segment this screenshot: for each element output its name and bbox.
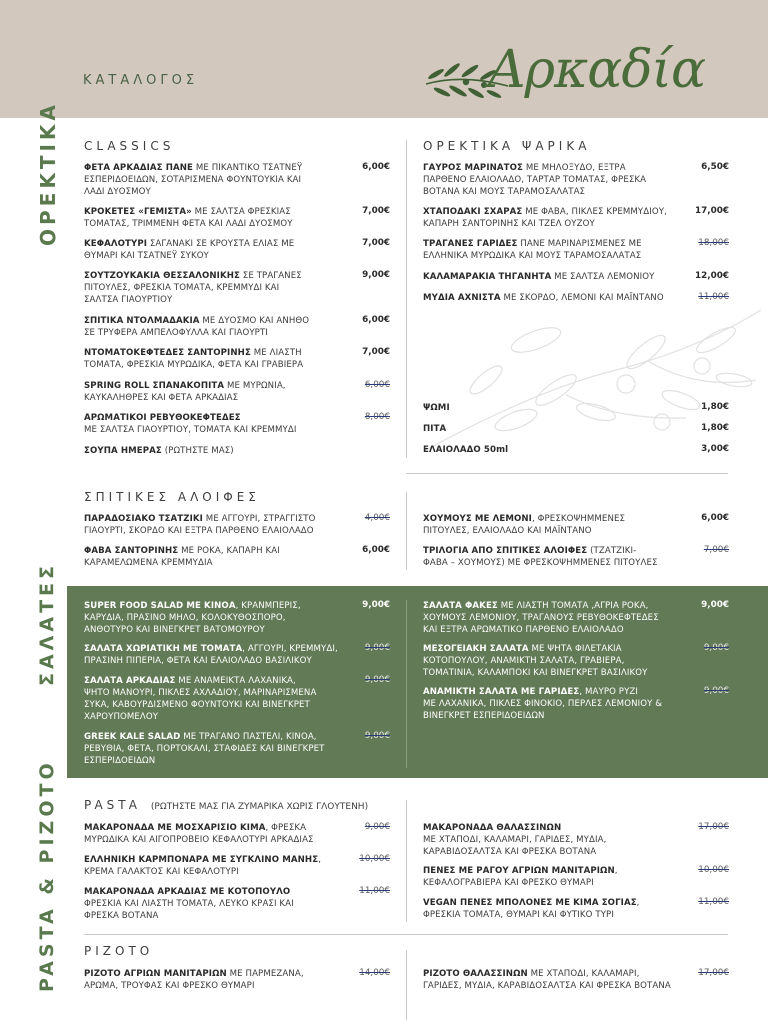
item-price: 1,80€	[701, 423, 729, 433]
menu-item: SUPER FOOD SALAD ΜΕ ΚΙΝΟΑ, ΚΡΑΝΜΠΕΡΙΣ, ΚΑΡΥΔΙΑ, ΠΡΑΣΙΝΟ ΜΗΛΟ, ΚΟΛΟΚΥΘΟΣΠΟΡΟ, ΑΝΘΟΤΥΡΟ ΚΑΙ ΒΙΝΕΓΚΡΕΤ ΒΑΤΟΜΟΥΡΟΥ	[84, 601, 301, 635]
item-price: 9,00€	[364, 643, 390, 653]
item-price: 17,00€	[695, 206, 729, 216]
item-price: 6,00€	[362, 162, 390, 172]
side-label-appetizers: ΟΡΕΚΤΙΚΑ	[36, 101, 60, 246]
item-price: 11,00€	[698, 292, 729, 302]
item-price: 9,00€	[364, 822, 390, 832]
extra-item: ΕΛΑΙΟΛΑΔΟ 50ml	[423, 445, 509, 455]
section-title-fish: ΟΡΕΚΤΙΚΑ ΨΑΡΙΚΑ	[423, 139, 591, 153]
menu-item: GREEK KALE SALAD ΜΕ ΤΡΑΓΑΝΟ ΠΑΣΤΕΛΙ, ΚΙΝΟΑ, ΡΕΒΥΘΙΑ, ΦΕΤΑ, ΠΟΡΤΟΚΑΛΙ, ΣΤΑΦΙΔΕΣ ΚΑΙ ΒΙΝΕΓΚΡΕΤ ΕΣΠΕΡΙΔΟΕΙΔΩΝ	[84, 732, 325, 766]
menu-item: ΜΕΣΟΓΕΙΑΚΗ ΣΑΛΑΤΑ ΜΕ ΨΗΤΑ ΦΙΛΕΤΑΚΙΑ ΚΟΤΟΠΟΥΛΟΥ, ΑΝΑΜΙΚΤΗ ΣΑΛΑΤΑ, ΓΡΑΒΙΕΡΑ, ΤΟΜΑΤΙΝΙΑ, ΚΑΛΑΜΠΟΚΙ ΚΑΙ ΒΙΝΕΓΚΡΕΤ ΒΑΣΙΛΙΚΟΥ	[423, 644, 648, 678]
brand-logo	[422, 30, 732, 112]
menu-item: ΑΡΩΜΑΤΙΚΟΙ ΡΕΒΥΘΟΚΕΦΤΕΔΕΣ ΜΕ ΣΑΛΤΣΑ ΓΙΑΟΥΡΤΙΟΥ, ΤΟΜΑΤΑ ΚΑΙ ΚΡΕΜΜΥΔΙ	[84, 413, 297, 435]
menu-item: ΦΕΤΑ ΑΡΚΑΔΙΑΣ ΠΑΝΕ ΜΕ ΠΙΚΑΝΤΙΚΟ ΤΣΑΤΝΕΫ ΕΣΠΕΡΙΔΟΕΙΔΩΝ, ΣΟΤΑΡΙΣΜΕΝΑ ΦΟΥΝΤΟΥΚΙΑ ΚΑΙ ΛΑΔΙ ΔΥΟΣΜΟΥ	[84, 163, 303, 197]
divider-vertical-salads	[406, 600, 407, 768]
item-price: 9,00€	[362, 270, 390, 280]
item-price: 7,00€	[703, 545, 729, 555]
menu-item: ΓΑΥΡΟΣ ΜΑΡΙΝΑΤΟΣ ΜΕ ΜΗΛΟΞΥΔΟ, ΕΞΤΡΑ ΠΑΡΘΕΝΟ ΕΛΑΙΟΛΑΔΟ, ΤΑΡΤΑΡ ΤΟΜΑΤΑΣ, ΦΡΕΣΚΑ ΒΟΤΑΝΑ ΚΑΙ ΜΟΥΣ ΤΑΡΑΜΟΣΑΛΑΤΑΣ	[423, 163, 647, 197]
divider-vertical-dips	[406, 492, 407, 570]
item-price: 6,50€	[701, 162, 729, 172]
divider-horizontal-pasta	[84, 934, 728, 935]
side-label-salads: ΣΑΛΑΤΕΣ	[36, 561, 58, 686]
item-price: 9,00€	[701, 600, 729, 610]
menu-item: ΝΤΟΜΑΤΟΚΕΦΤΕΔΕΣ ΣΑΝΤΟΡΙΝΗΣ ΜΕ ΛΙΑΣΤΗ ΤΟΜΑΤΑ, ΦΡΕΣΚΙΑ ΜΥΡΩΔΙΚΑ, ΦΕΤΑ ΚΑΙ ΓΡΑΒΙΕΡΑ	[84, 348, 304, 370]
item-price: 9,00€	[703, 643, 729, 653]
menu-item: ΣΟΥΤΖΟΥΚΑΚΙΑ ΘΕΣΣΑΛΟΝΙΚΗΣ ΣΕ ΤΡΑΓΑΝΕΣ ΠΙΤΟΥΛΕΣ, ΦΡΕΣΚΙΑ ΤΟΜΑΤΑ, ΚΡΕΜΜΥΔΙ ΚΑΙ ΣΑΛΤΣΑ ΓΙΑΟΥΡΤΙΟΥ	[84, 271, 302, 305]
item-price: 9,00€	[364, 731, 390, 741]
item-price: 12,00€	[695, 271, 729, 281]
menu-item: ΚΕΦΑΛΟΤΥΡΙ ΣΑΓΑΝΑΚΙ ΣΕ ΚΡΟΥΣΤΑ ΕΛΙΑΣ ΜΕ ΘΥΜΑΡΙ ΚΑΙ ΤΣΑΤΝΕΫ ΣΥΚΟΥ	[84, 239, 295, 261]
item-price: 10,00€	[698, 865, 729, 875]
menu-item: ΕΛΛΗΝΙΚΗ ΚΑΡΜΠΟΝΑΡΑ ΜΕ ΣΥΓΚΛΙΝΟ ΜΑΝΗΣ, ΚΡΕΜΑ ΓΑΛΑΚΤΟΣ ΚΑΙ ΚΕΦΑΛΟΤΥΡΙ	[84, 855, 322, 877]
menu-item: VEGAN ΠΕΝΕΣ ΜΠΟΛΟΝΕΣ ΜΕ ΚΙΜΑ ΣΟΓΙΑΣ, ΦΡΕΣΚΙΑ ΤΟΜΑΤΑ, ΘΥΜΑΡΙ ΚΑΙ ΦΥΤΙΚΟ ΤΥΡΙ	[423, 898, 640, 920]
menu-item: ΑΝΑΜΙΚΤΗ ΣΑΛΑΤΑ ΜΕ ΓΑΡΙΔΕΣ, ΜΑΥΡΟ ΡΥΖΙ ΜΕ ΛΑΧΑΝΙΚΑ, ΠΙΚΛΕΣ ΦΙΝΟΚΙΟ, ΠΕΡΛΕΣ ΛΕΜΟΝΙΟΥ & ΒΙΝΕΓΚΡΕΤ ΕΣΠΕΡΙΔΟΕΙΔΩΝ	[423, 687, 663, 721]
item-price: 6,00€	[362, 315, 390, 325]
menu-item: ΜΑΚΑΡΟΝΑΔΑ ΜΕ ΜΟΣΧΑΡΙΣΙΟ ΚΙΜΑ, ΦΡΕΣΚΑ ΜΥΡΩΔΙΚΑ ΚΑΙ ΑΙΓΟΠΡΟΒΕΙΟ ΚΕΦΑΛΟΤΥΡΙ ΑΡΚΑΔΙΑΣ	[84, 823, 314, 845]
item-price: 7,00€	[362, 206, 390, 216]
menu-item: ΧΟΥΜΟΥΣ ΜΕ ΛΕΜΟΝΙ, ΦΡΕΣΚΟΨΗΜΜΕΝΕΣ ΠΙΤΟΥΛΕΣ, ΕΛΑΙΟΛΑΔΟ ΚΑΙ ΜΑΪΝΤΑΝΟ	[423, 514, 626, 536]
item-price: 17,00€	[698, 822, 729, 832]
olive-branch-decoration	[416, 300, 768, 460]
item-price: 18,00€	[698, 238, 729, 248]
item-price: 7,00€	[362, 347, 390, 357]
menu-item: ΡΙΖΟΤΟ ΑΓΡΙΩΝ ΜΑΝΙΤΑΡΙΩΝ ΜΕ ΠΑΡΜΕΖΑΝΑ, ΑΡΩΜΑ, ΤΡΟΥΦΑΣ ΚΑΙ ΦΡΕΣΚΟ ΘΥΜΑΡΙ	[84, 969, 304, 991]
item-price: 11,00€	[359, 886, 390, 896]
menu-item: ΤΡΙΛΟΓΙΑ ΑΠΟ ΣΠΙΤΙΚΕΣ ΑΛΟΙΦΕΣ (ΤΖΑΤΖΙΚΙ- ΦΑΒΑ – ΧΟΥΜΟΥΣ) ΜΕ ΦΡΕΣΚΟΨΗΜΜΕΝΕΣ ΠΙΤΟΥΛΕΣ	[423, 546, 658, 568]
item-price: 4,00€	[364, 513, 390, 523]
divider-vertical-rizoto	[406, 950, 407, 1020]
menu-item: ΣΑΛΑΤΑ ΑΡΚΑΔΙΑΣ ΜΕ ΑΝΑΜΕΙΚΤΑ ΛΑΧΑΝΙΚΑ, ΨΗΤΟ ΜΑΝΟΥΡΙ, ΠΙΚΛΕΣ ΑΧΛΑΔΙΟΥ, ΜΑΡΙΝΑΡΙΣΜΕΝΑ ΣΥΚΑ, ΚΑΒΟΥΡΔΙΣΜΕΝΟ ΦΟΥΝΤΟΥΚΙ ΚΑΙ ΒΙΝΕΓΚΡΕΤ ΧΑΡΟΥΠΟΜΕΛΟΥ	[84, 676, 317, 722]
menu-item: ΣΠΙΤΙΚΑ ΝΤΟΛΜΑΔΑΚΙΑ ΜΕ ΔΥΟΣΜΟ ΚΑΙ ΑΝΗΘΟ ΣΕ ΤΡΥΦΕΡΑ ΑΜΠΕΛΟΦΥΛΛΑ ΚΑΙ ΓΙΑΟΥΡΤΙ	[84, 316, 310, 338]
section-title-dips: ΣΠΙΤΙΚΕΣ ΑΛΟΙΦΕΣ	[84, 490, 260, 504]
item-price: 3,00€	[701, 444, 729, 454]
salads-band	[67, 586, 768, 778]
item-price: 9,00€	[364, 675, 390, 685]
divider-vertical-appetizers	[406, 140, 407, 458]
divider-vertical-pasta	[406, 800, 407, 922]
menu-item: ΤΡΑΓΑΝΕΣ ΓΑΡΙΔΕΣ ΠΑΝΕ ΜΑΡΙΝΑΡΙΣΜΕΝΕΣ ΜΕ ΕΛΛΗΝΙΚΑ ΜΥΡΩΔΙΚΑ ΚΑΙ ΜΟΥΣ ΤΑΡΑΜΟΣΑΛΑΤΑΣ	[423, 239, 642, 261]
extra-item: ΠΙΤΑ	[423, 424, 447, 434]
menu-item: ΣΑΛΑΤΑ ΦΑΚΕΣ ΜΕ ΛΙΑΣΤΗ ΤΟΜΑΤΑ ,ΑΓΡΙΑ ΡΟΚΑ, ΧΟΥΜΟΥΣ ΛΕΜΟΝΙΟΥ, ΤΡΑΓΑΝΟΥΣ ΡΕΒΥΘΟΚΕΦΤΕΔΕΣ ΚΑΙ ΕΞΤΡΑ ΑΡΩΜΑΤΙΚΟ ΠΑΡΘΕΝΟ ΕΛΑΙΟΛΑΔΟ	[423, 601, 659, 635]
section-title-rizoto: ΡΙΖΟΤΟ	[84, 944, 154, 958]
item-price: 9,00€	[703, 686, 729, 696]
item-price: 6,00€	[701, 513, 729, 523]
divider-horizontal	[406, 473, 728, 474]
menu-item: ΣΟΥΠΑ ΗΜΕΡΑΣ (ΡΩΤΗΣΤΕ ΜΑΣ)	[84, 446, 234, 456]
item-price: 10,00€	[359, 854, 390, 864]
section-title-pasta: PASTA (ΡΩΤΗΣΤΕ ΜΑΣ ΓΙΑ ΖΥΜΑΡΙΚΑ ΧΩΡΙΣ ΓΛΟΥΤΕΝΗ)	[84, 798, 369, 812]
menu-item: ΡΙΖΟΤΟ ΘΑΛΑΣΣΙΝΩΝ ΜΕ ΧΤΑΠΟΔΙ, ΚΑΛΑΜΑΡΙ, ΓΑΡΙΔΕΣ, ΜΥΔΙΑ, ΚΑΡΑΒΙΔΟΣΑΛΤΣΑ ΚΑΙ ΦΡΕΣΚΑ ΒΟΤΑΝΑ	[423, 969, 671, 991]
item-price: 17,00€	[698, 968, 729, 978]
menu-item: ΜΑΚΑΡΟΝΑΔΑ ΑΡΚΑΔΙΑΣ ΜΕ ΚΟΤΟΠΟΥΛΟ ΦΡΕΣΚΙΑ ΚΑΙ ΛΙΑΣΤΗ ΤΟΜΑΤΑ, ΛΕΥΚΟ ΚΡΑΣΙ ΚΑΙ ΦΡΕΣΚΑ ΒΟΤΑΝΑ	[84, 887, 294, 921]
section-title-classics: CLASSICS	[84, 139, 175, 153]
menu-item: ΣΑΛΑΤΑ ΧΩΡΙΑΤΙΚΗ ΜΕ ΤΟΜΑΤΑ, ΑΓΓΟΥΡΙ, ΚΡΕΜΜΥΔΙ, ΠΡΑΣΙΝΗ ΠΙΠΕΡΙΑ, ΦΕΤΑ ΚΑΙ ΕΛΑΙΟΛΑΔΟ ΒΑΣΙΛΙΚΟΥ	[84, 644, 338, 666]
extra-item: ΨΩΜΙ	[423, 403, 450, 413]
pasta-gluten-note: (ΡΩΤΗΣΤΕ ΜΑΣ ΓΙΑ ΖΥΜΑΡΙΚΑ ΧΩΡΙΣ ΓΛΟΥΤΕΝΗ)	[150, 802, 369, 812]
menu-item: ΚΡΟΚΕΤΕΣ «ΓΕΜΙΣΤΑ» ΜΕ ΣΑΛΤΣΑ ΦΡΕΣΚΙΑΣ ΤΟΜΑΤΑΣ, ΤΡΙΜΜΕΝΗ ΦΕΤΑ ΚΑΙ ΛΑΔΙ ΔΥΟΣΜΟΥ	[84, 207, 293, 229]
catalog-title: ΚΑΤΑΛΟΓΟΣ	[83, 73, 199, 88]
item-price: 11,00€	[698, 897, 729, 907]
side-label-pasta-rizoto: PASTA & ΡΙΖΟΤΟ	[36, 759, 58, 992]
menu-item: ΠΕΝΕΣ ΜΕ ΡΑΓΟΥ ΑΓΡΙΩΝ ΜΑΝΙΤΑΡΙΩΝ, ΚΕΦΑΛΟΓΡΑΒΙΕΡΑ ΚΑΙ ΦΡΕΣΚΟ ΘΥΜΑΡΙ	[423, 866, 618, 888]
menu-item: ΜΥΔΙΑ ΑΧΝΙΣΤΑ ΜΕ ΣΚΟΡΔΟ, ΛΕΜΟΝΙ ΚΑΙ ΜΑΪΝΤΑΝΟ	[423, 293, 664, 303]
menu-item: SPRING ROLL ΣΠΑΝΑΚΟΠΙΤΑ ΜΕ ΜΥΡΩΝΙΑ, ΚΑΥΚΑΛΗΘΡΕΣ ΚΑΙ ΦΕΤΑ ΑΡΚΑΔΙΑΣ	[84, 381, 286, 403]
menu-item: ΜΑΚΑΡΟΝΑΔΑ ΘΑΛΑΣΣΙΝΩΝ ΜΕ ΧΤΑΠΟΔΙ, ΚΑΛΑΜΑΡΙ, ΓΑΡΙΔΕΣ, ΜΥΔΙΑ, ΚΑΡΑΒΙΔΟΣΑΛΤΣΑ ΚΑΙ ΦΡΕΣΚΑ ΒΟΤΑΝΑ	[423, 823, 607, 857]
menu-item: ΧΤΑΠΟΔΑΚΙ ΣΧΑΡΑΣ ΜΕ ΦΑΒΑ, ΠΙΚΛΕΣ ΚΡΕΜΜΥΔΙΟΥ, ΚΑΠΑΡΗ ΣΑΝΤΟΡΙΝΗΣ ΚΑΙ ΤΖΕΛ ΟΥΖΟΥ	[423, 207, 667, 229]
menu-item: ΠΑΡΑΔΟΣΙΑΚΟ ΤΣΑΤΖΙΚΙ ΜΕ ΑΓΓΟΥΡΙ, ΣΤΡΑΓΓΙΣΤΟ ΓΙΑΟΥΡΤΙ, ΣΚΟΡΔΟ ΚΑΙ ΕΞΤΡΑ ΠΑΡΘΕΝΟ ΕΛΑΙΟΛΑΔΟ	[84, 514, 316, 536]
item-price: 9,00€	[362, 600, 390, 610]
menu-item: ΚΑΛΑΜΑΡΑΚΙΑ ΤΗΓΑΝΗΤΑ ΜΕ ΣΑΛΤΣΑ ΛΕΜΟΝΙΟΥ	[423, 272, 655, 282]
item-price: 6,00€	[364, 380, 390, 390]
item-price: 1,80€	[701, 402, 729, 412]
item-price: 14,00€	[359, 968, 390, 978]
menu-item: ΦΑΒΑ ΣΑΝΤΟΡΙΝΗΣ ΜΕ ΡΟΚΑ, ΚΑΠΑΡΗ ΚΑΙ ΚΑΡΑΜΕΛΩΜΕΝΑ ΚΡΕΜΜΥΔΙΑ	[84, 546, 280, 568]
item-price: 6,00€	[362, 545, 390, 555]
item-price: 7,00€	[362, 238, 390, 248]
item-price: 8,00€	[364, 412, 390, 422]
brand-name: Αρκαδία	[488, 40, 706, 100]
